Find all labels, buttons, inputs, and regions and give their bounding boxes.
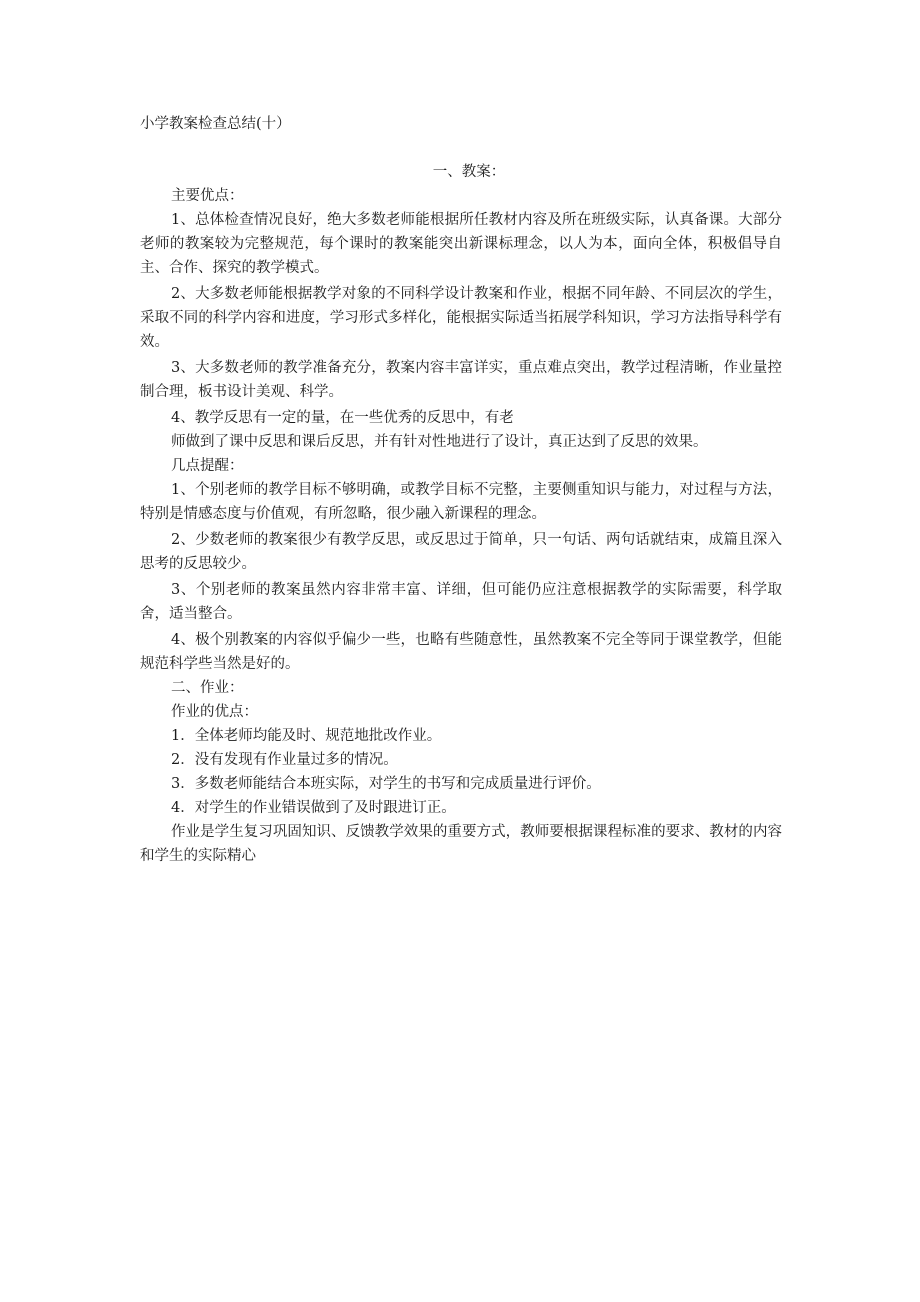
homework-strength-item-2: 2．没有发现有作业量过多的情况。 bbox=[171, 752, 398, 768]
reminder-item-3: 3、个别老师的教案虽然内容非常丰富、详细，但可能仍应注意根据教学的实际需要，科学取舍，适当整合。 bbox=[140, 582, 782, 622]
homework-strength-item-4: 4．对学生的作业错误做到了及时跟进订正。 bbox=[171, 800, 456, 816]
reminder-item-4: 4、极个别教案的内容似乎偏少一些，也略有些随意性，虽然教案不完全等同于课堂教学，但能规范科学些当然是好的。 bbox=[140, 632, 782, 672]
section-heading-homework: 二、作业： bbox=[171, 680, 244, 696]
strengths-heading: 主要优点： bbox=[171, 188, 244, 204]
strength-item-4: 4、教学反思有一定的量，在一些优秀的反思中，有老 bbox=[171, 410, 514, 426]
strength-item-2: 2、大多数老师能根据教学对象的不同科学设计教案和作业，根据不同年龄、不同层次的学生，采取不同的科学内容和进度，学习形式多样化，能根据实际适当拓展学科知识，学习方法指导科学有效。 bbox=[140, 286, 782, 350]
closing-paragraph: 作业是学生复习巩固知识、反馈教学效果的重要方式，教师要根据课程标准的要求、教材的内容和学生的实际精心 bbox=[140, 824, 782, 864]
strength-item-1: 1、总体检查情况良好，绝大多数老师能根据所任教材内容及所在班级实际，认真备课。大部分老师的教案较为完整规范，每个课时的教案能突出新课标理念，以人为本，面向全体，积极倡导自主、合作、探究的教学模式。 bbox=[140, 212, 782, 276]
reminder-item-2: 2、少数老师的教案很少有教学反思，或反思过于简单，只一句话、两句话就结束，成篇且深入思考的反思较少。 bbox=[140, 532, 782, 572]
reminders-heading: 几点提醒： bbox=[171, 458, 244, 474]
document-title: 小学教案检查总结(十） bbox=[140, 116, 291, 132]
strength-item-3: 3、大多数老师的教学准备充分，教案内容丰富详实，重点难点突出，教学过程清晰，作业量控制合理，板书设计美观、科学。 bbox=[140, 360, 782, 400]
homework-strength-item-1: 1．全体老师均能及时、规范地批改作业。 bbox=[171, 728, 442, 744]
homework-strength-item-3: 3．多数老师能结合本班实际，对学生的书写和完成质量进行评价。 bbox=[171, 776, 601, 792]
reminder-item-1: 1、个别老师的教学目标不够明确，或教学目标不完整，主要侧重知识与能力，对过程与方法，特别是情感态度与价值观，有所忽略，很少融入新课程的理念。 bbox=[140, 482, 782, 522]
document-page bbox=[140, 112, 782, 868]
strength-item-4-continued: 师做到了课中反思和课后反思，并有针对性地进行了设计，真正达到了反思的效果。 bbox=[171, 434, 708, 450]
homework-strengths-heading: 作业的优点： bbox=[171, 704, 258, 720]
section-heading-lesson-plans: 一、教案： bbox=[432, 164, 506, 180]
